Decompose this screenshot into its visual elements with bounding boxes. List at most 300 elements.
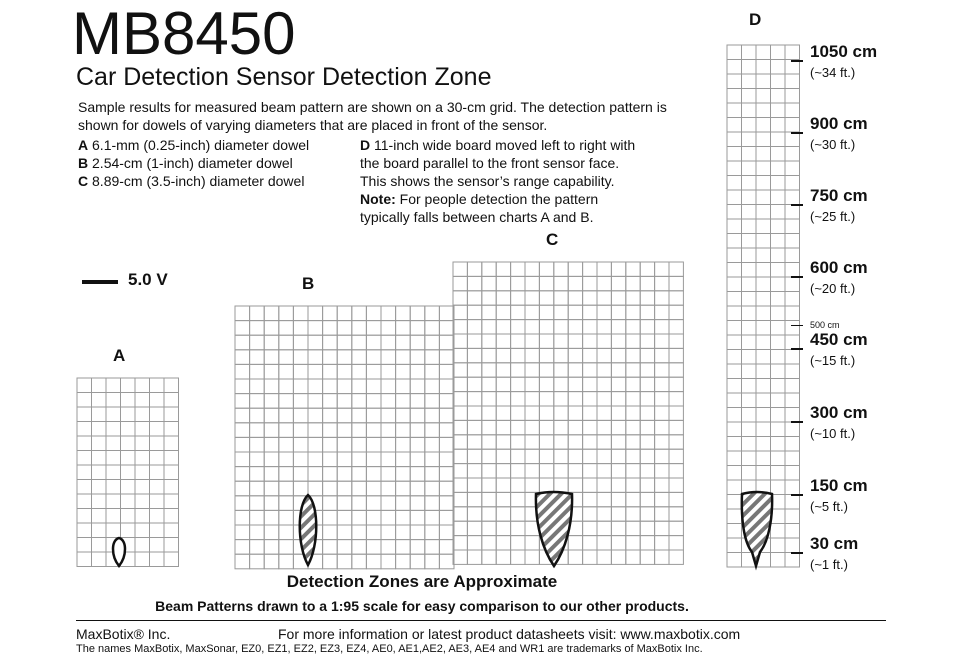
grid-cell (771, 161, 786, 176)
grid-cell (381, 525, 396, 540)
grid-cell (597, 262, 611, 276)
grid-cell (785, 263, 800, 278)
grid-cell (92, 436, 107, 451)
grid-cell (568, 348, 582, 362)
grid-cell (626, 392, 640, 406)
grid-cell (293, 437, 308, 452)
grid-cell (756, 437, 771, 452)
grid-cell (439, 467, 454, 482)
grid-cell (352, 350, 367, 365)
scale-tick (791, 421, 803, 423)
grid-cell (352, 481, 367, 496)
grid-cell (611, 521, 625, 535)
grid-cell (323, 525, 338, 540)
grid-cell (669, 492, 683, 506)
grid-cell (164, 509, 179, 524)
grid-cell (525, 377, 539, 391)
grid-cell (539, 392, 553, 406)
grid-cell (727, 190, 742, 205)
grid-cell (611, 507, 625, 521)
grid-cell (611, 435, 625, 449)
grid-cell (727, 292, 742, 307)
grid-cell (235, 408, 250, 423)
grid-cell (669, 435, 683, 449)
grid-cell (669, 363, 683, 377)
grid-cell (425, 467, 440, 482)
grid-cell (396, 306, 411, 321)
grid-cell (250, 394, 265, 409)
grid-cell (77, 422, 92, 437)
grid-cell (396, 510, 411, 525)
grid-cell (496, 348, 510, 362)
grid-cell (669, 478, 683, 492)
grid-cell (742, 234, 757, 249)
grid-cell (727, 263, 742, 278)
chart-c-label: C (546, 230, 559, 249)
grid-cell (264, 394, 279, 409)
grid-cell (250, 496, 265, 511)
grid-cell (425, 496, 440, 511)
product-title: MB8450 (72, 0, 296, 67)
grid-cell (640, 348, 654, 362)
grid-cell (511, 291, 525, 305)
grid-cell (381, 306, 396, 321)
grid-cell (410, 350, 425, 365)
grid-cell (164, 538, 179, 553)
scale-label: 30 cm (810, 534, 859, 553)
grid-cell (453, 392, 467, 406)
grid-cell (655, 291, 669, 305)
grid-cell (250, 481, 265, 496)
grid-cell (742, 161, 757, 176)
grid-cell (785, 89, 800, 104)
grid-cell (410, 496, 425, 511)
grid-cell (77, 436, 92, 451)
grid-cell (640, 291, 654, 305)
grid-cell (164, 523, 179, 538)
grid-cell (597, 334, 611, 348)
scale-tick (791, 494, 803, 496)
legend-text: 11-inch wide board moved left to right with (370, 137, 636, 153)
grid-cell (742, 205, 757, 220)
grid-cell (453, 420, 467, 434)
grid-cell (640, 363, 654, 377)
grid-cell (366, 423, 381, 438)
grid-cell (92, 422, 107, 437)
grid-cell (453, 464, 467, 478)
grid-cell (352, 510, 367, 525)
grid-cell (121, 451, 136, 466)
grid-cell (150, 465, 165, 480)
grid-cell (727, 509, 742, 524)
grid-cell (511, 449, 525, 463)
grid-cell (771, 277, 786, 292)
grid-cell (410, 554, 425, 569)
grid-cell (279, 540, 294, 555)
grid-cell (293, 306, 308, 321)
grid-cell (756, 393, 771, 408)
grid-cell (77, 494, 92, 509)
grid-cell (785, 103, 800, 118)
grid-cell (785, 176, 800, 191)
grid-cell (482, 377, 496, 391)
grid-cell (323, 540, 338, 555)
grid-cell (655, 377, 669, 391)
grid-cell (511, 536, 525, 550)
grid-cell (583, 377, 597, 391)
scale-tick (791, 348, 803, 350)
grid-cell (235, 510, 250, 525)
grid-cell (756, 422, 771, 437)
grid-cell (482, 262, 496, 276)
grid-cell (727, 45, 742, 60)
grid-cell (381, 496, 396, 511)
grid-cell (771, 118, 786, 133)
grid-cell (611, 536, 625, 550)
grid-cell (583, 478, 597, 492)
grid-cell (250, 335, 265, 350)
grid-b (235, 306, 454, 569)
grid-cell (583, 334, 597, 348)
grid-cell (655, 536, 669, 550)
grid-cell (785, 321, 800, 336)
grid-cell (264, 496, 279, 511)
grid-cell (366, 510, 381, 525)
grid-cell (337, 350, 352, 365)
grid-cell (92, 480, 107, 495)
grid-cell (337, 467, 352, 482)
grid-cell (785, 466, 800, 481)
grid-cell (756, 190, 771, 205)
grid-cell (135, 538, 150, 553)
grid-cell (583, 348, 597, 362)
grid-cell (626, 464, 640, 478)
grid-cell (121, 494, 136, 509)
grid-cell (264, 306, 279, 321)
grid-cell (453, 363, 467, 377)
grid-cell (525, 392, 539, 406)
grid-cell (337, 540, 352, 555)
scale-tick (791, 204, 803, 206)
grid-cell (467, 464, 481, 478)
grid-cell (439, 496, 454, 511)
grid-cell (279, 306, 294, 321)
scale-sublabel: (~20 ft.) (810, 281, 856, 296)
grid-cell (655, 363, 669, 377)
grid-cell (554, 449, 568, 463)
grid-cell (511, 276, 525, 290)
grid-cell (554, 478, 568, 492)
grid-cell (496, 536, 510, 550)
grid-cell (756, 335, 771, 350)
grid-cell (77, 523, 92, 538)
scale-label: 600 cm (810, 258, 868, 277)
grid-cell (425, 321, 440, 336)
grid-cell (655, 334, 669, 348)
grid-cell (756, 60, 771, 75)
grid-cell (381, 423, 396, 438)
grid-cell (756, 306, 771, 321)
grid-cell (235, 350, 250, 365)
grid-cell (121, 378, 136, 393)
grid-cell (106, 523, 121, 538)
grid-cell (669, 291, 683, 305)
grid-cell (106, 494, 121, 509)
grid-cell (366, 306, 381, 321)
grid-cell (611, 550, 625, 564)
grid-cell (640, 435, 654, 449)
grid-cell (511, 348, 525, 362)
grid-cell (756, 277, 771, 292)
grid-cell (554, 262, 568, 276)
grid-cell (352, 540, 367, 555)
grid-cell (669, 377, 683, 391)
grid-cell (396, 467, 411, 482)
grid-cell (539, 363, 553, 377)
grid-cell (640, 320, 654, 334)
grid-cell (727, 495, 742, 510)
grid-cell (742, 147, 757, 162)
legend-text: 8.89-cm (3.5-inch) diameter dowel (88, 173, 305, 189)
grid-cell (92, 494, 107, 509)
grid-cell (337, 510, 352, 525)
grid-cell (135, 393, 150, 408)
grid-cell (655, 348, 669, 362)
grid-cell (308, 437, 323, 452)
grid-cell (742, 422, 757, 437)
grid-cell (482, 406, 496, 420)
grid-cell (235, 496, 250, 511)
grid-cell (164, 378, 179, 393)
grid-cell (425, 306, 440, 321)
grid-cell (554, 420, 568, 434)
grid-cell (410, 306, 425, 321)
grid-cell (439, 321, 454, 336)
grid-cell (640, 334, 654, 348)
scale-label-small: 500 cm (810, 320, 840, 330)
grid-cell (626, 420, 640, 434)
grid-cell (135, 451, 150, 466)
grid-cell (106, 378, 121, 393)
grid-cell (323, 321, 338, 336)
grid-cell (250, 321, 265, 336)
grid-cell (308, 394, 323, 409)
grid-cell (410, 452, 425, 467)
grid-cell (337, 423, 352, 438)
grid-cell (727, 364, 742, 379)
grid-cell (756, 451, 771, 466)
grid-cell (235, 379, 250, 394)
grid-cell (467, 492, 481, 506)
grid-cell (496, 507, 510, 521)
grid-cell (568, 478, 582, 492)
grid-cell (235, 364, 250, 379)
grid-cell (785, 437, 800, 452)
grid-cell (525, 478, 539, 492)
grid-cell (250, 525, 265, 540)
grid-cell (669, 320, 683, 334)
grid-cell (611, 449, 625, 463)
legend-d-line2: the board parallel to the front sensor face. (360, 155, 620, 171)
grid-cell (597, 449, 611, 463)
grid-cell (250, 379, 265, 394)
grid-cell (467, 276, 481, 290)
grid-cell (352, 321, 367, 336)
page-subtitle: Car Detection Sensor Detection Zone (76, 63, 492, 91)
grid-cell (655, 521, 669, 535)
grid-cell (366, 335, 381, 350)
grid-cell (727, 538, 742, 553)
grid-cell (453, 521, 467, 535)
grid-cell (381, 379, 396, 394)
grid-cell (467, 334, 481, 348)
grid-cell (554, 320, 568, 334)
grid-cell (655, 305, 669, 319)
note-text: For people detection the pattern (395, 191, 599, 207)
scale-sublabel: (~1 ft.) (810, 557, 848, 572)
grid-cell (279, 452, 294, 467)
grid-cell (640, 262, 654, 276)
grid-cell (669, 536, 683, 550)
grid-cell (250, 554, 265, 569)
grid-cell (568, 464, 582, 478)
grid-cell (135, 378, 150, 393)
grid-cell (727, 321, 742, 336)
grid-cell (439, 350, 454, 365)
grid-cell (425, 437, 440, 452)
company-name: MaxBotix® Inc. (76, 626, 171, 642)
grid-cell (727, 161, 742, 176)
beam-pattern-d (742, 492, 772, 566)
chart-b-label: B (302, 274, 315, 293)
grid-cell (366, 525, 381, 540)
grid-cell (756, 350, 771, 365)
grid-cell (771, 74, 786, 89)
grid-cell (785, 74, 800, 89)
grid-cell (323, 379, 338, 394)
grid-cell (496, 262, 510, 276)
grid-cell (568, 550, 582, 564)
grid-cell (250, 510, 265, 525)
grid-cell (655, 507, 669, 521)
grid-cell (496, 392, 510, 406)
grid-cell (381, 481, 396, 496)
grid-cell (135, 480, 150, 495)
grid-cell (453, 406, 467, 420)
grid-cell (727, 393, 742, 408)
grid-cell (727, 379, 742, 394)
grid-cell (308, 452, 323, 467)
grid-cell (150, 552, 165, 567)
grid-cell (410, 394, 425, 409)
grid-cell (425, 394, 440, 409)
grid-cell (135, 407, 150, 422)
scale-label: 150 cm (810, 476, 868, 495)
grid-cell (482, 420, 496, 434)
grid-cell (568, 334, 582, 348)
grid-cell (164, 436, 179, 451)
grid-cell (756, 466, 771, 481)
grid-cell (655, 392, 669, 406)
grid-cell (366, 437, 381, 452)
grid-cell (381, 510, 396, 525)
grid-cell (410, 408, 425, 423)
grid-cell (655, 406, 669, 420)
grid-cell (785, 393, 800, 408)
grid-cell (250, 364, 265, 379)
grid-cell (439, 554, 454, 569)
grid-cell (264, 350, 279, 365)
grid-cell (482, 464, 496, 478)
grid-cell (467, 435, 481, 449)
grid-cell (293, 481, 308, 496)
legend-key: C (78, 173, 89, 189)
grid-cell (611, 492, 625, 506)
grid-cell (250, 452, 265, 467)
grid-cell (453, 305, 467, 319)
scale-tick (791, 276, 803, 278)
grid-cell (742, 408, 757, 423)
grid-cell (323, 335, 338, 350)
grid-cell (727, 103, 742, 118)
grid-cell (279, 350, 294, 365)
grid-cell (597, 550, 611, 564)
grid-cell (410, 379, 425, 394)
grid-cell (467, 262, 481, 276)
grid-cell (150, 407, 165, 422)
grid-cell (640, 521, 654, 535)
grid-cell (727, 306, 742, 321)
grid-cell (396, 481, 411, 496)
grid-cell (77, 538, 92, 553)
grid-cell (482, 363, 496, 377)
grid-cell (439, 423, 454, 438)
grid-cell (742, 321, 757, 336)
grid-cell (410, 364, 425, 379)
grid-cell (539, 320, 553, 334)
grid-cell (453, 320, 467, 334)
grid-cell (323, 306, 338, 321)
grid-cell (640, 305, 654, 319)
grid-cell (727, 553, 742, 568)
grid-cell (727, 422, 742, 437)
grid-cell (727, 277, 742, 292)
grid-cell (583, 392, 597, 406)
grid-cell (264, 452, 279, 467)
grid-cell (77, 407, 92, 422)
grid-cell (92, 451, 107, 466)
grid-cell (337, 554, 352, 569)
grid-cell (771, 466, 786, 481)
grid-cell (742, 364, 757, 379)
grid-cell (425, 481, 440, 496)
grid-cell (626, 507, 640, 521)
grid-cell (235, 306, 250, 321)
grid-cell (264, 510, 279, 525)
legend-d-line3: This shows the sensor’s range capability. (360, 173, 615, 189)
grid-cell (771, 147, 786, 162)
grid-cell (106, 509, 121, 524)
grid-cell (742, 45, 757, 60)
grid-cell (77, 378, 92, 393)
grid-cell (496, 478, 510, 492)
grid-cell (121, 422, 136, 437)
grid-cell (467, 449, 481, 463)
grid-cell (554, 435, 568, 449)
grid-cell (525, 420, 539, 434)
grid-cell (597, 276, 611, 290)
approximate-heading: Detection Zones are Approximate (286, 572, 558, 591)
